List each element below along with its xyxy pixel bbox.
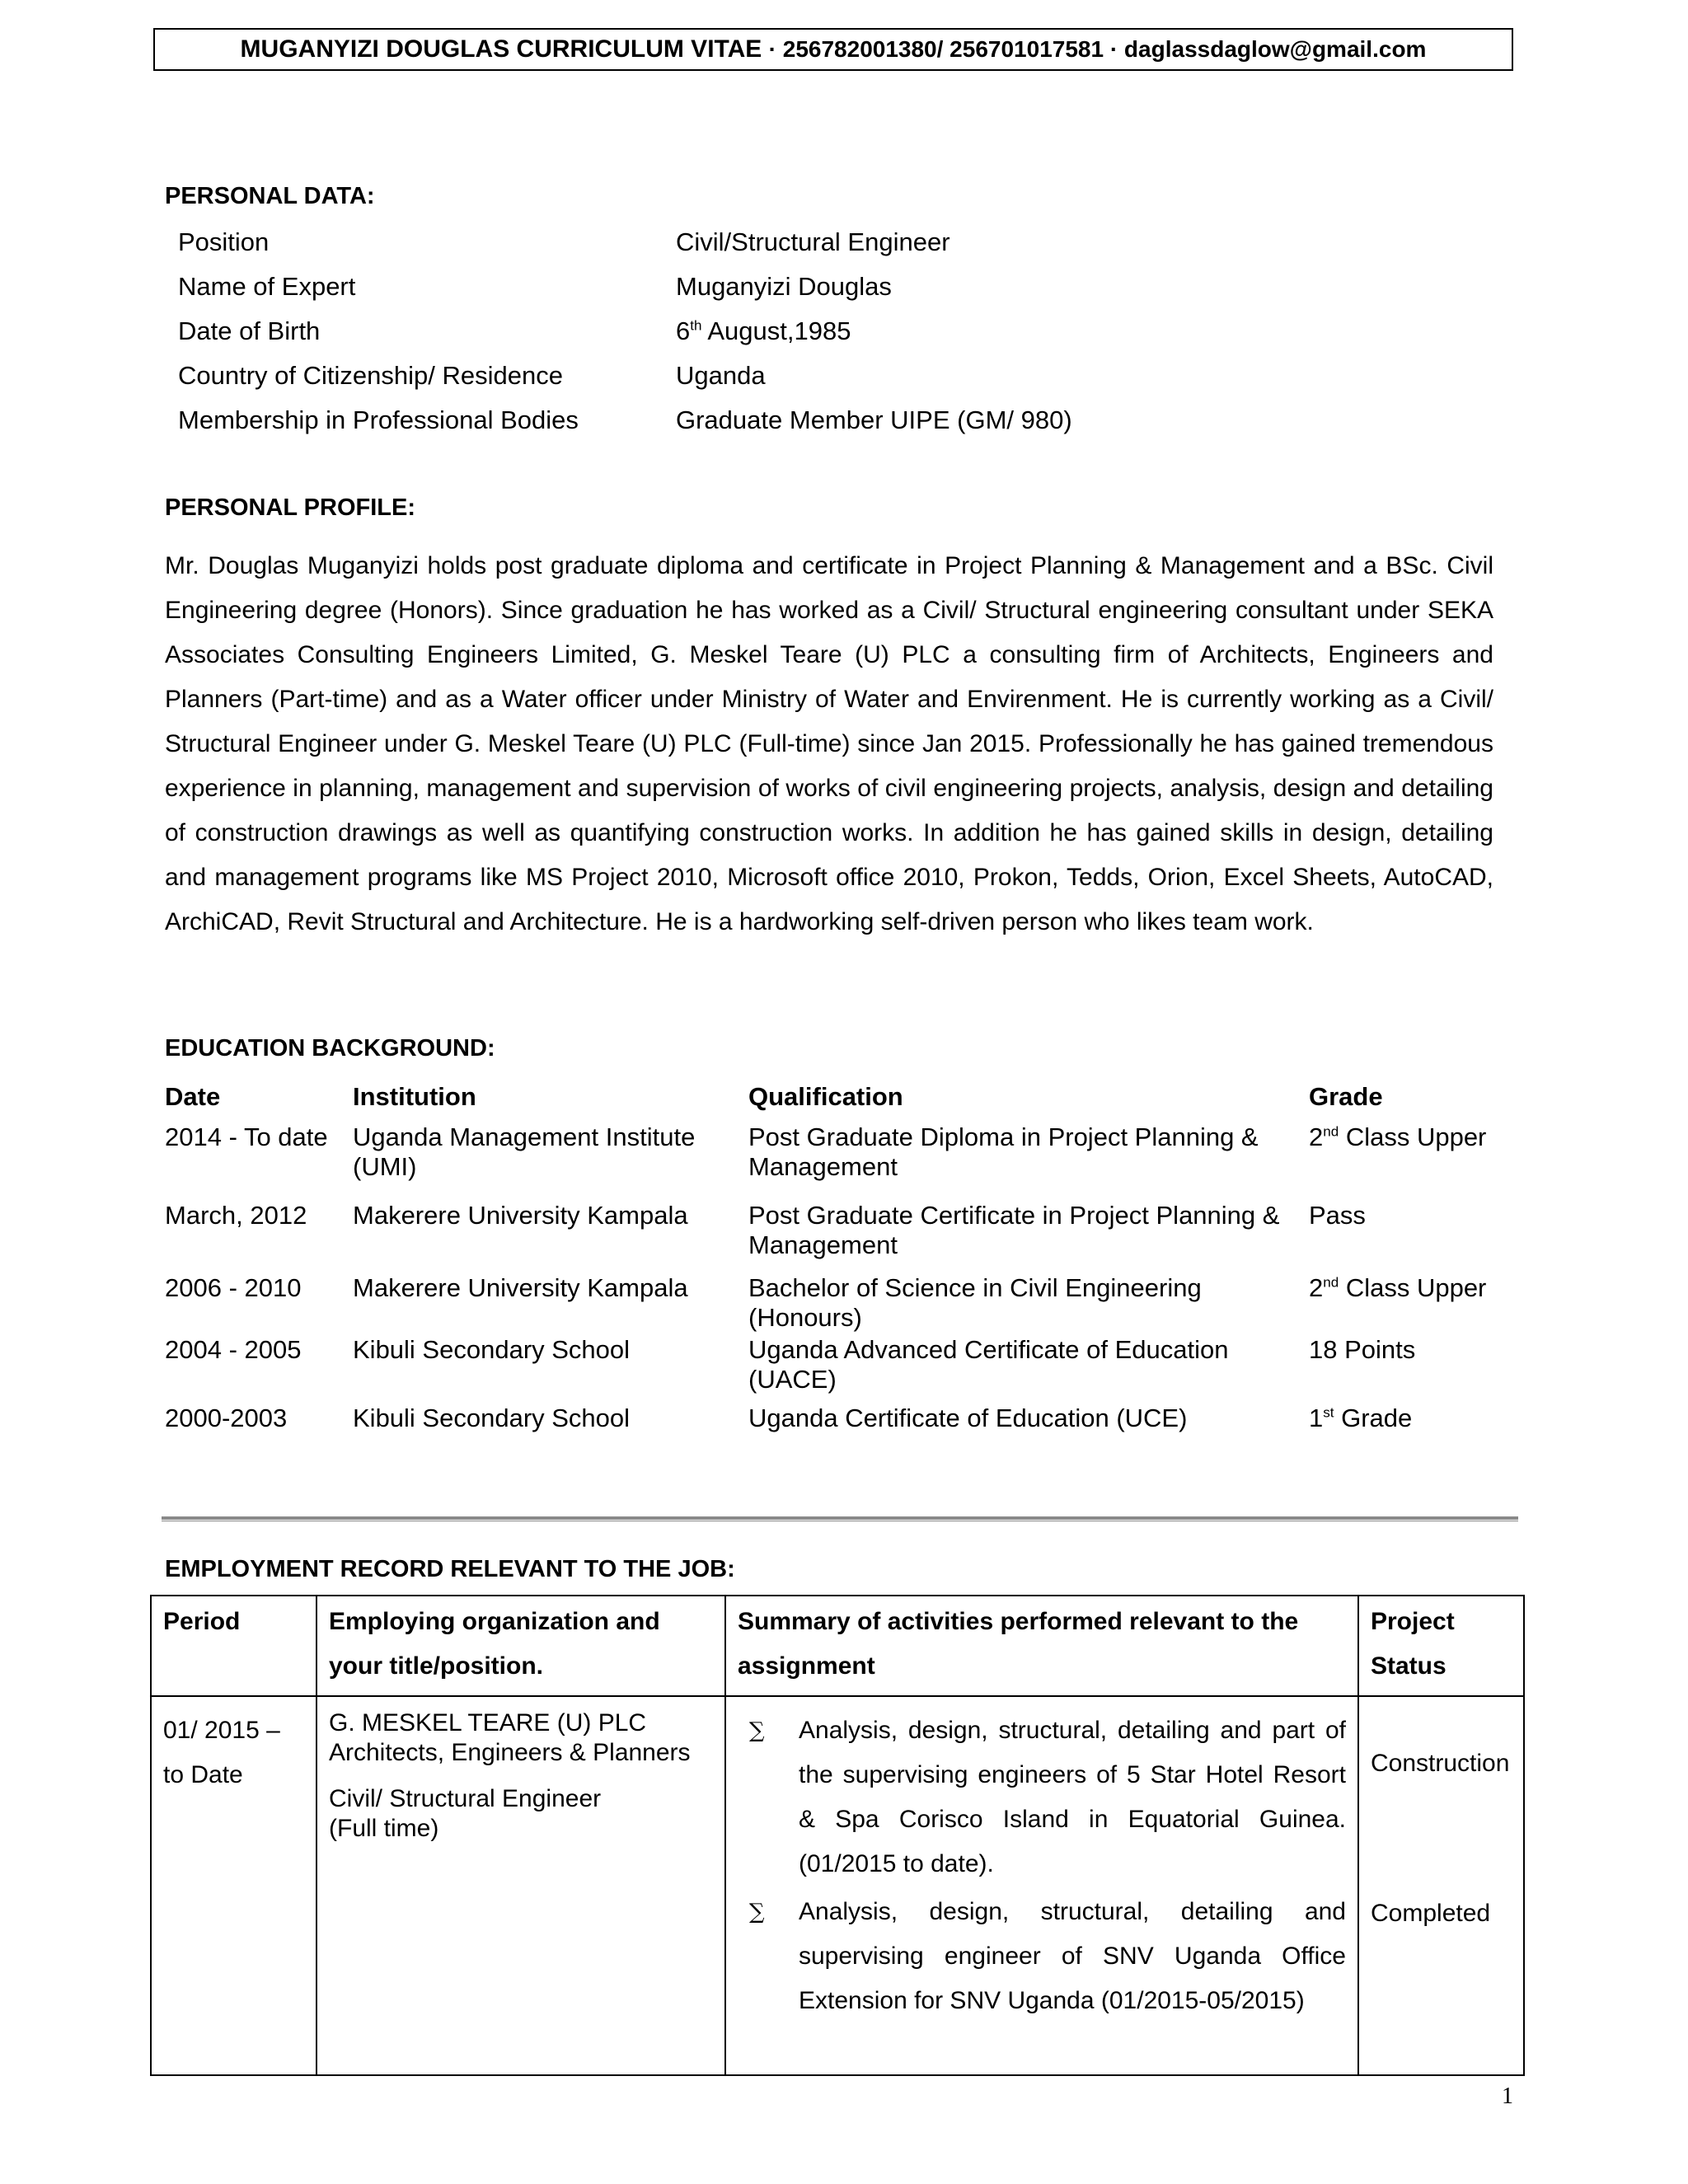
education-institution: Makerere University Kampala xyxy=(353,1201,688,1230)
project-status: Construction xyxy=(1371,1750,1510,1777)
sigma-bullet-icon: ∑ xyxy=(749,1718,765,1743)
education-grade xyxy=(1309,1404,1523,1433)
education-institution: Kibuli Secondary School xyxy=(353,1404,631,1432)
employment-header-row xyxy=(151,1596,1524,1696)
education-institution: Makerere University Kampala xyxy=(353,1273,688,1302)
personal-data-value: Muganyizi Douglas xyxy=(676,272,892,301)
activity-item xyxy=(738,1708,1346,1886)
employment-col-summary: Summary of activities performed relevant to the assignment xyxy=(725,1596,1358,1696)
education-date: 2004 - 2005 xyxy=(165,1335,302,1364)
education-col-institution: Institution xyxy=(353,1082,476,1111)
dob-day: 6 xyxy=(676,316,691,345)
education-heading: EDUCATION BACKGROUND: xyxy=(165,1035,495,1062)
activity-list xyxy=(738,1708,1346,2023)
personal-data-label: Name of Expert xyxy=(178,272,356,301)
job-title: Civil/ Structural Engineer xyxy=(329,1785,602,1812)
education-col-date: Date xyxy=(165,1082,221,1111)
cv-title: MUGANYIZI DOUGLAS CURRICULUM VITAE xyxy=(240,35,762,63)
education-qualification: Uganda Certificate of Education (UCE) xyxy=(748,1404,1188,1432)
education-qualification: Bachelor of Science in Civil Engineering (Honours) xyxy=(748,1273,1202,1332)
grade-suffix: st xyxy=(1323,1404,1334,1421)
personal-data-row xyxy=(178,361,1513,394)
personal-data-label: Date of Birth xyxy=(178,316,321,345)
personal-profile-heading: PERSONAL PROFILE: xyxy=(165,494,415,521)
education-qualification: Post Graduate Certificate in Project Planning & Management xyxy=(748,1201,1280,1259)
personal-data-label: Position xyxy=(178,227,270,256)
personal-data-row xyxy=(178,227,1513,260)
organization-name: G. MESKEL TEARE (U) PLC xyxy=(329,1709,647,1736)
personal-data-value: Graduate Member UIPE (GM/ 980) xyxy=(676,405,1072,434)
grade-number: 2 xyxy=(1309,1122,1324,1151)
employment-heading: EMPLOYMENT RECORD RELEVANT TO THE JOB: xyxy=(165,1556,735,1582)
grade-number: 1 xyxy=(1309,1404,1324,1432)
education-date: 2000-2003 xyxy=(165,1404,288,1432)
grade-text: Pass xyxy=(1309,1201,1366,1230)
dob-rest: August,1985 xyxy=(701,316,851,345)
activity-item xyxy=(738,1890,1346,2023)
employment-period xyxy=(151,1696,316,2075)
education-qualification: Post Graduate Diploma in Project Planning & Management xyxy=(748,1122,1259,1181)
personal-data-value: Uganda xyxy=(676,361,766,390)
organization-description: Architects, Engineers & Planners xyxy=(329,1739,691,1766)
employment-status xyxy=(1358,1696,1524,2075)
personal-profile-text: Mr. Douglas Muganyizi holds post graduate diploma and certificate in Project Planning & Management and a BSc. Civil Engineering degree (Honors). Since graduation he has worked as a Civil/ Structural engineering consultant under SEKA Associates Consulting Engineers Limited, G. Meskel Teare (U) PLC a consulting firm of Architects, Engineers and Planners (Part-time) and as a Water officer under Ministry of Water and Envirenment. He is currently working as a Civil/ Structural Engineer under G. Meskel Teare (U) PLC (Full-time) since Jan 2015. Professionally he has gained tremendous experience in planning, management and supervision of works of civil engineering projects, analysis, design and detailing of construction drawings as well as quantifying construction works. In addition he has gained skills in design, detailing and management programs like MS Project 2010, Microsoft office 2010, Prokon, Tedds, Orion, Excel Sheets, AutoCAD, ArchiCAD, Revit Structural and Architecture. He is a hardworking self-driven person who likes team work. xyxy=(165,552,1493,935)
education-qualification: Uganda Advanced Certificate of Education (UACE) xyxy=(748,1335,1229,1394)
grade-text: 18 Points xyxy=(1309,1335,1416,1364)
personal-data-row xyxy=(178,316,1513,349)
period-end: to Date xyxy=(163,1761,243,1788)
cv-contacts: · 256782001380/ 256701017581 · daglassdaglow@gmail.com xyxy=(768,36,1427,62)
education-institution: Kibuli Secondary School xyxy=(353,1335,631,1364)
sigma-bullet-icon: ∑ xyxy=(749,1900,765,1924)
employment-table xyxy=(150,1595,1525,2076)
employment-row xyxy=(151,1696,1524,2075)
employment-organization xyxy=(316,1696,725,2075)
grade-text: Class Upper xyxy=(1339,1273,1487,1302)
activity-text: Analysis, design, structural, detailing and part of the supervising engineers of 5 Star Hotel Resort & Spa Corisco Island in Equatorial Guinea. (01/2015 to date). xyxy=(799,1717,1346,1877)
grade-number: 2 xyxy=(1309,1273,1324,1302)
personal-data-value: Civil/Structural Engineer xyxy=(676,227,950,256)
personal-data-row xyxy=(178,405,1513,438)
personal-data-heading: PERSONAL DATA: xyxy=(165,183,375,209)
grade-suffix: nd xyxy=(1323,1274,1339,1291)
page-number: 1 xyxy=(1502,2083,1513,2109)
education-grade xyxy=(1309,1201,1523,1230)
employment-col-status: Project Status xyxy=(1358,1596,1524,1696)
employment-activities xyxy=(725,1696,1358,2075)
period-start: 01/ 2015 – xyxy=(163,1717,280,1744)
grade-suffix: nd xyxy=(1323,1123,1339,1140)
project-status: Completed xyxy=(1371,1900,1491,1927)
personal-data-label: Membership in Professional Bodies xyxy=(178,405,579,434)
dob-suffix: th xyxy=(690,317,702,334)
education-col-qualification: Qualification xyxy=(748,1082,903,1111)
education-institution: Uganda Management Institute (UMI) xyxy=(353,1122,696,1181)
date-of-birth-value xyxy=(676,316,851,346)
employment-col-organization: Employing organization and your title/position. xyxy=(316,1596,725,1696)
employment-type: (Full time) xyxy=(329,1815,439,1842)
grade-text: Grade xyxy=(1334,1404,1413,1432)
education-date: 2006 - 2010 xyxy=(165,1273,302,1302)
employment-col-period: Period xyxy=(151,1596,316,1696)
grade-text: Class Upper xyxy=(1339,1122,1487,1151)
section-divider xyxy=(162,1516,1518,1521)
education-grade xyxy=(1309,1273,1523,1303)
activity-text: Analysis, design, structural, detailing and supervising engineer of SNV Uganda Office Extension for SNV Uganda (01/2015-05/2015) xyxy=(799,1898,1346,2014)
personal-data-row xyxy=(178,272,1513,305)
cv-header xyxy=(153,28,1513,71)
education-grade xyxy=(1309,1122,1523,1152)
education-col-grade: Grade xyxy=(1309,1082,1383,1111)
personal-data-label: Country of Citizenship/ Residence xyxy=(178,361,563,390)
education-date: 2014 - To date xyxy=(165,1122,328,1151)
education-grade xyxy=(1309,1335,1523,1365)
education-date: March, 2012 xyxy=(165,1201,307,1230)
